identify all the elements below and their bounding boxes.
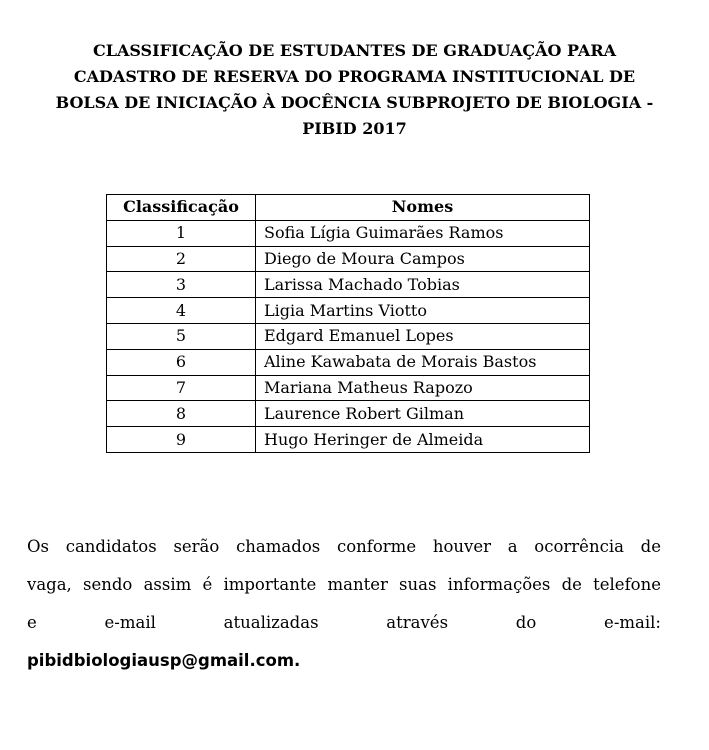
title-line-2: CADASTRO DE RESERVA DO PROGRAMA INSTITUCIONAL DE <box>73 67 636 86</box>
table-row <box>107 272 590 298</box>
table-header-row <box>107 195 590 221</box>
table-row <box>107 427 590 453</box>
document-title <box>20 38 689 142</box>
header-nomes: Nomes <box>256 195 590 221</box>
table-row <box>107 323 590 349</box>
rank-cell: 2 <box>107 246 256 272</box>
name-cell: Diego de Moura Campos <box>256 246 590 272</box>
rank-cell: 5 <box>107 323 256 349</box>
contact-note <box>27 528 661 680</box>
rank-cell: 6 <box>107 349 256 375</box>
header-classificacao: Classificação <box>107 195 256 221</box>
name-cell: Sofia Lígia Guimarães Ramos <box>256 220 590 246</box>
contact-email: pibidbiologiausp@gmail.com. <box>27 651 301 670</box>
title-line-1: CLASSIFICAÇÃO DE ESTUDANTES DE GRADUAÇÃO PARA <box>92 41 617 60</box>
table-row <box>107 220 590 246</box>
table-row <box>107 401 590 427</box>
table-row <box>107 246 590 272</box>
name-cell: Edgard Emanuel Lopes <box>256 323 590 349</box>
table-row <box>107 375 590 401</box>
table-row <box>107 298 590 324</box>
rank-cell: 9 <box>107 427 256 453</box>
title-line-3: BOLSA DE INICIAÇÃO À DOCÊNCIA SUBPROJETO DE BIOLOGIA - <box>55 93 654 112</box>
rank-cell: 7 <box>107 375 256 401</box>
name-cell: Larissa Machado Tobias <box>256 272 590 298</box>
rank-cell: 1 <box>107 220 256 246</box>
note-line-3: e e-mail atualizadas através do e-mail: <box>27 613 661 632</box>
note-line-1: Os candidatos serão chamados conforme houver a ocorrência de <box>27 537 661 556</box>
title-line-4: PIBID 2017 <box>302 119 407 138</box>
name-cell: Hugo Heringer de Almeida <box>256 427 590 453</box>
note-line-2: vaga, sendo assim é importante manter suas informações de telefone <box>27 575 661 594</box>
name-cell: Aline Kawabata de Morais Bastos <box>256 349 590 375</box>
rank-cell: 3 <box>107 272 256 298</box>
name-cell: Mariana Matheus Rapozo <box>256 375 590 401</box>
rank-cell: 8 <box>107 401 256 427</box>
name-cell: Laurence Robert Gilman <box>256 401 590 427</box>
classification-table <box>106 194 590 453</box>
rank-cell: 4 <box>107 298 256 324</box>
name-cell: Ligia Martins Viotto <box>256 298 590 324</box>
table-row <box>107 349 590 375</box>
